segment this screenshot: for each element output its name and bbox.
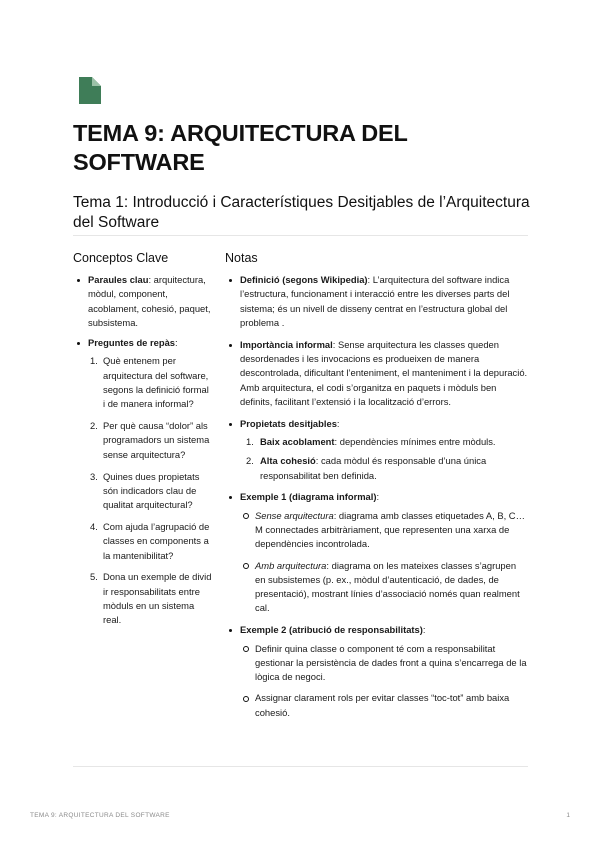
sub-item [240,691,528,720]
list-item [73,273,213,330]
footer-title: TEMA 9: ARQUITECTURA DEL SOFTWARE [30,812,170,819]
question-item: 4. Com ajuda l’agrupació de classes en components a la mantenibilitat? [90,520,210,561]
question-text: Com ajuda l’agrupació de classes en components a la mantenibilitat? [103,520,210,561]
property-label: Baix acoblament [260,435,335,447]
sub-item-label: Sense arquitectura [255,509,334,521]
importance-text: : Sense arquitectura les classes queden desordenades i les invocacions es produeixen de manera descontrolada, dificultant l’enteniment, el manteniment i la depuració. Amb arquitectura, el codi s’organitza en paquets i mòduls ben definits, facilitant l’extensió i la localització d’errors. [240,338,528,407]
property-item: 1. Baix acoblament: dependències mínimes entre mòduls. [246,435,496,447]
key-concepts-column [73,250,213,635]
example1-colon: : [376,491,380,503]
list-item [73,336,213,627]
definition-label: Definició (segons Wikipedia) [240,274,368,285]
sub-item-text: : diagrama amb classes etiquetades A, B, C… M connectades arbitràriament, que representen una xarxa de dependències incontrolada. [255,509,525,550]
question-text: Quines dues propietats són indicadors clau de qualitat arquitectural? [103,470,200,511]
notes-column [225,250,528,728]
divider [73,235,528,236]
list-item [225,338,528,409]
property-label: Alta cohesió [260,455,316,467]
sub-item-text: : diagrama on les mateixes classes s’agrupen en subsistemes (p. ex., mòdul d’autenticació, de dades, de presentació), mostrant línies d’associació només quan realment cal. [255,559,520,614]
properties-colon: : [336,417,340,429]
sub-item-text: Definir quina classe o component té com a responsabilitat gestionar la persistència de dades front a quina s’encarrega de la lògica de negoci. [255,642,527,683]
document-icon [79,77,101,104]
page-title: TEMA 9: ARQUITECTURA DEL SOFTWARE [73,120,408,175]
sub-item [240,642,528,685]
example2-colon: : [422,624,426,636]
question-item: 1. Què entenem per arquitectura del software, segons la definició formal i de manera informal? [90,355,209,410]
property-text: : cada mòdul és responsable d’una única responsabilitat ben definida. [260,455,487,481]
keywords-text: : arquitectura, mòdul, component, acoblament, cohesió, paquet, subsistema. [88,274,211,328]
keywords-label: Paraules clau [88,274,149,285]
question-item: 2. Per què causa “dolor” als programadors un sistema sense arquitectura? [90,420,210,460]
question-text: Què entenem per arquitectura del software, segons la definició formal i de manera informal? [103,355,209,410]
divider [73,766,528,767]
example2-label: Exemple 2 (atribució de responsabilitats) [240,624,423,636]
sub-item [240,559,528,616]
list-item [225,623,528,720]
question-item: 3. Quines dues propietats són indicadors clau de qualitat arquitectural? [90,470,200,511]
review-questions-colon: : [175,337,178,349]
sub-item [240,509,528,552]
list-item [225,490,528,615]
sub-item-text: Assignar clarament rols per evitar classes “toc-tot” amb baixa cohesió. [255,692,510,718]
importance-label: Importància informal [240,338,333,350]
example1-label: Exemple 1 (diagrama informal) [240,491,377,503]
property-text: : dependències mínimes entre mòduls. [334,435,496,447]
question-text: Per què causa “dolor” als programadors un sistema sense arquitectura? [103,420,210,460]
properties-label: Propietats desitjables [240,417,337,429]
key-concepts-heading: Conceptos Clave [73,251,169,265]
review-questions-label: Preguntes de repàs [88,337,176,349]
list-item [225,417,528,483]
list-item [225,273,528,330]
property-item: 2. Alta cohesió: cada mòdul és responsable d’una única responsabilitat ben definida. [246,455,487,481]
page-number: 1 [566,812,570,819]
definition-text: : L’arquitectura del software indica l’estructura, funcionament i interacció entre les diverses parts del sistema; és un nivell de disseny centrat en l’estructura global del problema . [240,274,510,328]
question-item: 5. Dona un exemple de divid ir responsabilitats entre mòduls en un sistema real. [90,571,212,626]
section-title: Tema 1: Introducció i Característiques Desitjables de l’Arquitectura del Software [73,194,530,231]
notes-heading: Notas [225,251,258,265]
sub-item-label: Amb arquitectura [255,559,327,571]
question-text: Dona un exemple de divid ir responsabilitats entre mòduls en un sistema real. [103,571,212,626]
